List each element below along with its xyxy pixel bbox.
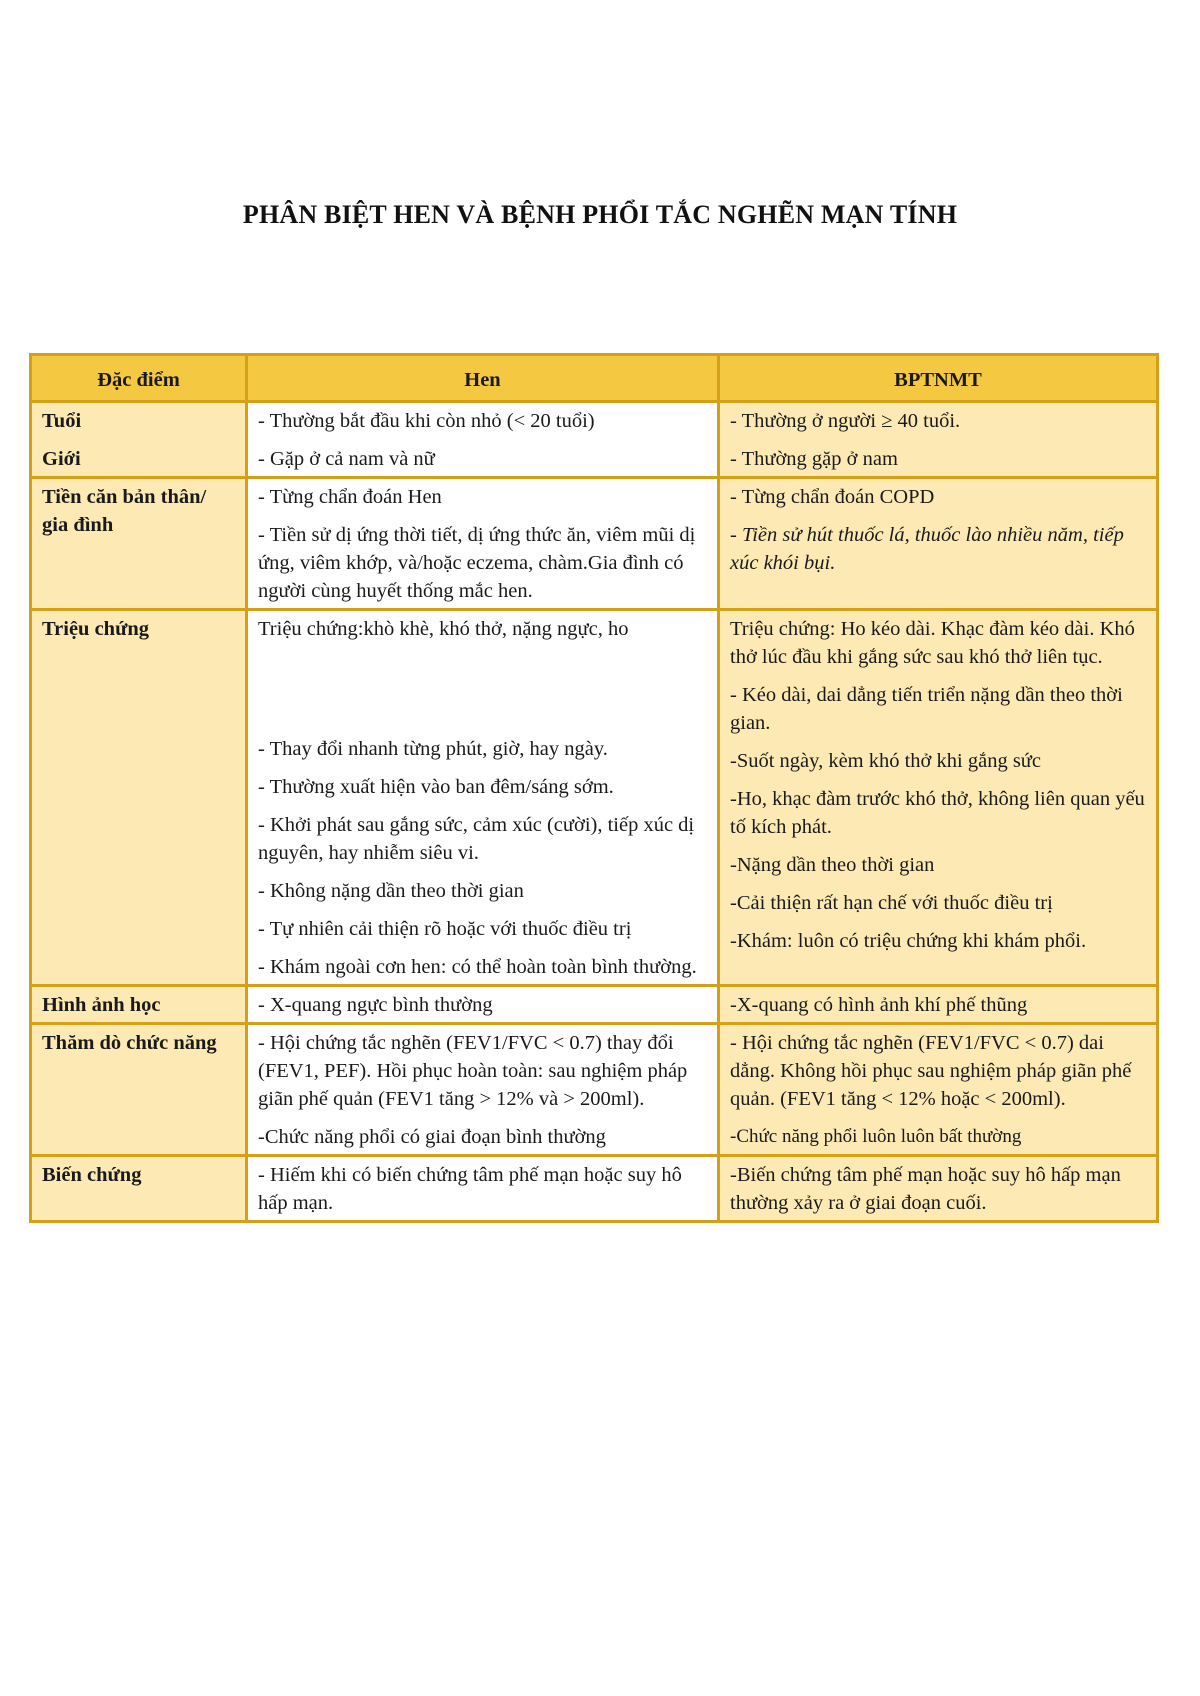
copd-cell: [719, 402, 1158, 478]
row-history: [31, 478, 1158, 610]
header-hen: Hen: [247, 355, 719, 402]
row-age-sex: [31, 402, 1158, 478]
copd-symptom-line: - Kéo dài, dai dẳng tiến triển nặng dần theo thời gian.: [730, 684, 1123, 734]
hen-symptoms-cell: [247, 610, 719, 986]
copd-function-line: -Chức năng phổi luôn luôn bất thường: [730, 1126, 1022, 1147]
copd-symptom-line: -Cải thiện rất hạn chế với thuốc điều trị: [730, 892, 1053, 914]
copd-symptoms-cell: [719, 610, 1158, 986]
copd-history-cell: [719, 478, 1158, 610]
hen-symptom-line: - Khởi phát sau gắng sức, cảm xúc (cười), tiếp xúc dị nguyên, hay nhiễm siêu vi.: [258, 814, 695, 864]
label-history: Tiền căn bản thân/ gia đình: [31, 478, 247, 610]
copd-function-cell: [719, 1024, 1158, 1156]
copd-symptom-line: -Nặng dần theo thời gian: [730, 854, 935, 876]
hen-history-line: - Tiền sử dị ứng thời tiết, dị ứng thức ăn, viêm mũi dị ứng, viêm khớp, và/hoặc eczema, chàm.Gia đình có người cùng huyết thống mắc hen.: [258, 524, 696, 602]
copd-complications: -Biến chứng tâm phế mạn hoặc suy hô hấp mạn thường xảy ra ở giai đoạn cuối.: [719, 1156, 1158, 1222]
label-function: Thăm dò chức năng: [31, 1024, 247, 1156]
label-age: Tuổi: [42, 410, 82, 432]
row-function: [31, 1024, 1158, 1156]
row-imaging: [31, 986, 1158, 1024]
header-copd: BPTNMT: [719, 355, 1158, 402]
label-cell: [31, 402, 247, 478]
copd-symptom-line: -Suốt ngày, kèm khó thở khi gắng sức: [730, 750, 1042, 772]
copd-history-line: - Tiền sử hút thuốc lá, thuốc lào nhiều năm, tiếp xúc khói bụi.: [730, 524, 1124, 574]
copd-age: - Thường ở người ≥ 40 tuổi.: [730, 410, 961, 432]
hen-symptom-line: - Thay đổi nhanh từng phút, giờ, hay ngày.: [258, 738, 608, 760]
hen-imaging: - X-quang ngực bình thường: [247, 986, 719, 1024]
label-symptoms: Triệu chứng: [31, 610, 247, 986]
hen-history-cell: [247, 478, 719, 610]
copd-symptom-line: -Khám: luôn có triệu chứng khi khám phổi.: [730, 930, 1087, 952]
hen-symptom-line: - Tự nhiên cải thiện rõ hoặc với thuốc điều trị: [258, 918, 632, 940]
hen-symptom-line: - Thường xuất hiện vào ban đêm/sáng sớm.: [258, 776, 614, 798]
hen-symptoms-intro: Triệu chứng:khò khè, khó thở, nặng ngực, ho: [258, 618, 629, 640]
hen-complications: - Hiếm khi có biến chứng tâm phế mạn hoặc suy hô hấp mạn.: [247, 1156, 719, 1222]
label-imaging: Hình ảnh học: [31, 986, 247, 1024]
hen-function-cell: [247, 1024, 719, 1156]
row-symptoms: [31, 610, 1158, 986]
copd-symptom-line: Triệu chứng: Ho kéo dài. Khạc đàm kéo dài. Khó thở lúc đầu khi gắng sức sau khó thở liên tục.: [730, 618, 1135, 668]
label-sex: Giới: [42, 448, 81, 470]
row-complications: [31, 1156, 1158, 1222]
copd-function-line: - Hội chứng tắc nghẽn (FEV1/FVC < 0.7) dai dẳng. Không hồi phục sau nghiệm pháp giãn phế quản. (FEV1 tăng < 12% hoặc < 200ml).: [730, 1032, 1132, 1110]
hen-function-line: - Hội chứng tắc nghẽn (FEV1/FVC < 0.7) thay đổi (FEV1, PEF). Hồi phục hoàn toàn: sau nghiệm pháp giãn phế quản (FEV1 tăng > 12% và > 200ml).: [258, 1032, 688, 1110]
copd-sex: - Thường gặp ở nam: [730, 448, 898, 470]
hen-symptom-line: - Khám ngoài cơn hen: có thể hoàn toàn bình thường.: [258, 956, 697, 978]
hen-symptom-line: - Không nặng dần theo thời gian: [258, 880, 524, 902]
copd-history-line: - Từng chẩn đoán COPD: [730, 486, 935, 508]
page-title: PHÂN BIỆT HEN VÀ BỆNH PHỔI TẮC NGHẼN MẠN TÍNH: [242, 200, 958, 229]
hen-function-line: -Chức năng phổi có giai đoạn bình thường: [258, 1126, 606, 1148]
comparison-table: [29, 353, 1159, 1223]
label-complications: Biến chứng: [31, 1156, 247, 1222]
copd-imaging: -X-quang có hình ảnh khí phế thũng: [719, 986, 1158, 1024]
header-feature: Đặc điểm: [31, 355, 247, 402]
hen-cell: [247, 402, 719, 478]
copd-symptom-line: -Ho, khạc đàm trước khó thở, không liên quan yếu tố kích phát.: [730, 788, 1145, 838]
hen-history-line: - Từng chẩn đoán Hen: [258, 486, 442, 508]
hen-sex: - Gặp ở cả nam và nữ: [258, 448, 435, 470]
hen-age: - Thường bắt đầu khi còn nhỏ (< 20 tuổi): [258, 410, 595, 432]
header-row: [31, 355, 1158, 402]
